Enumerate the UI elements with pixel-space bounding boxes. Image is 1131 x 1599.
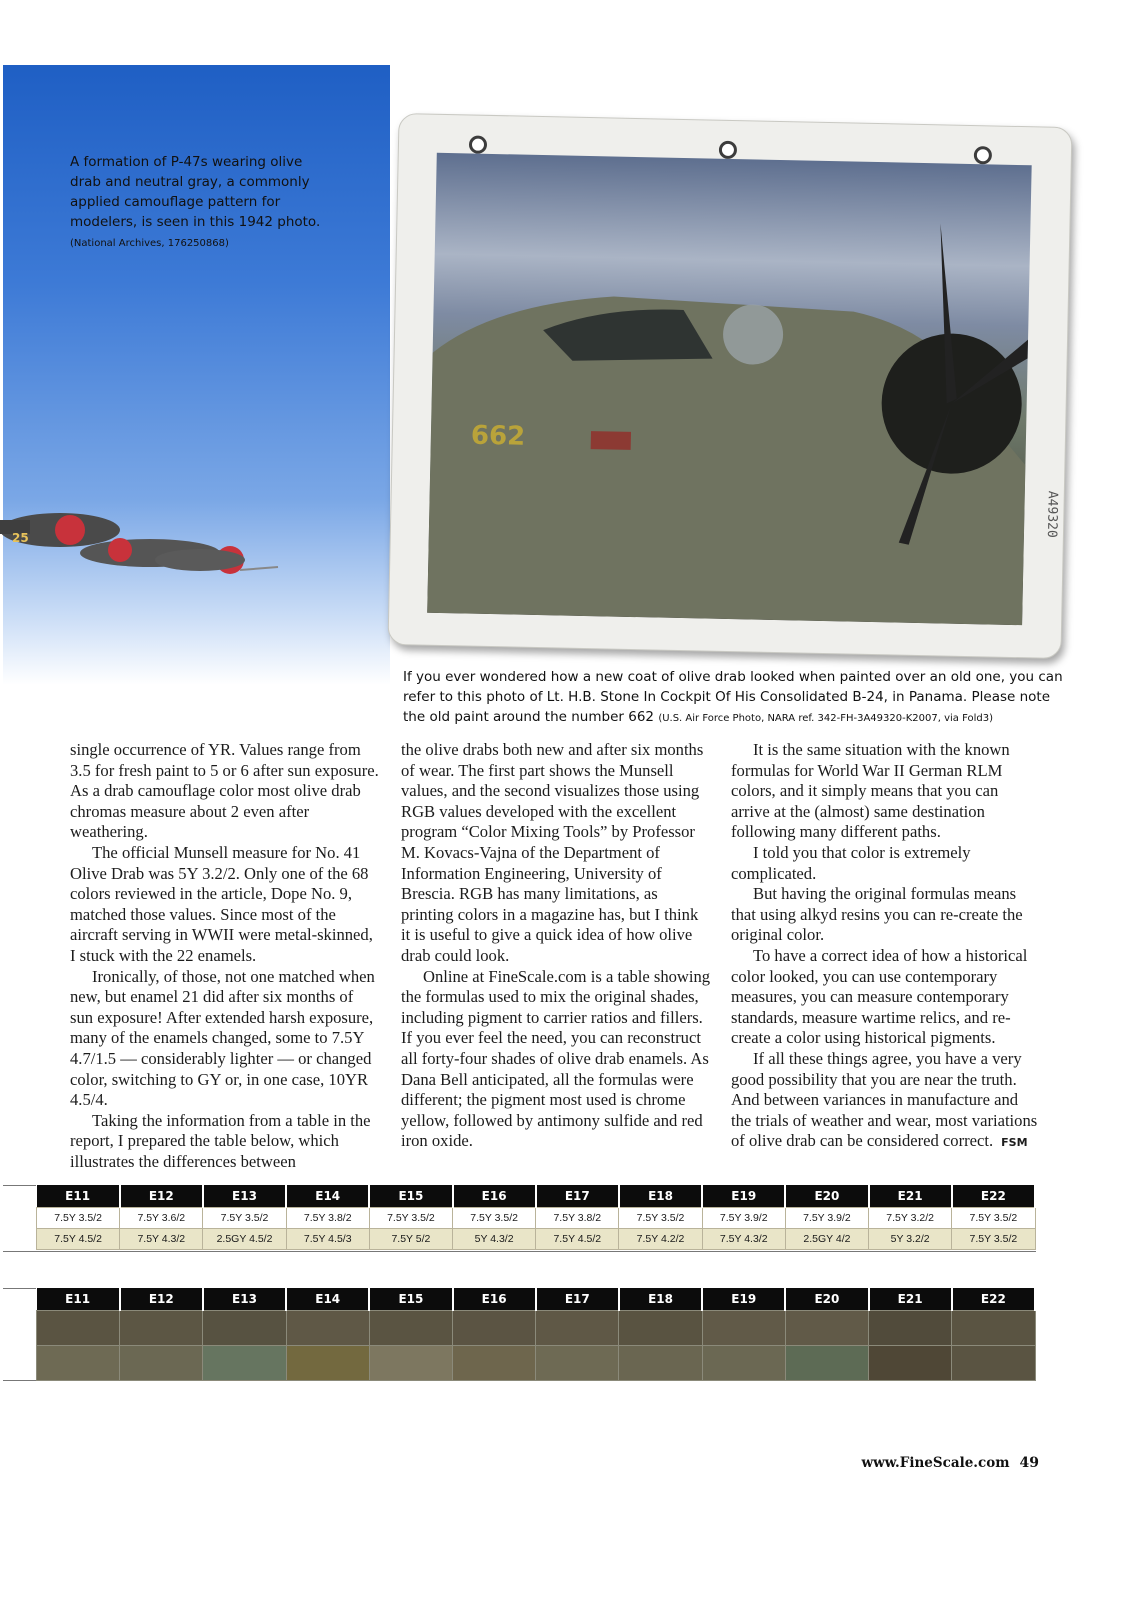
swatch-weathered-cell-12: [952, 1346, 1035, 1381]
swatch-new-cell-9: [702, 1311, 785, 1346]
swatch-new-cell-8: [619, 1311, 702, 1346]
munsell-new-cell-10: 7.5Y 3.9/2: [785, 1208, 868, 1229]
frame-hole: [469, 135, 487, 153]
swatch-new-cell-5: [369, 1311, 452, 1346]
b24-caption-credit: (U.S. Air Force Photo, NARA ref. 342-FH-3A49320-K2007, via Fold3): [658, 713, 993, 724]
munsell-weathered-cell-10: 2.5GY 4/2: [785, 1229, 868, 1250]
aircraft-number: 662: [470, 420, 526, 452]
swatch-header-row: [37, 1288, 1036, 1311]
swatch-header-cell-8: E18: [619, 1288, 702, 1311]
swatch-weathered-cell-5: [369, 1346, 452, 1381]
munsell-weathered-cell-2: 7.5Y 4.3/2: [120, 1229, 203, 1250]
swatch-weathered-cell-7: [536, 1346, 619, 1381]
swatch-new-cell-6: [453, 1311, 536, 1346]
swatch-header-cell-12: E22: [952, 1288, 1035, 1311]
munsell-weathered-cell-4: 7.5Y 4.5/3: [286, 1229, 369, 1250]
b24-photo-caption: [403, 667, 1063, 729]
munsell-weathered-cell-3: 2.5GY 4.5/2: [203, 1229, 286, 1250]
swatch-header-cell-5: E15: [369, 1288, 452, 1311]
swatch-new-cell-10: [785, 1311, 868, 1346]
handwritten-reference: A49320: [1043, 490, 1060, 538]
munsell-weathered-cell-9: 7.5Y 4.3/2: [702, 1229, 785, 1250]
p47-caption-text: A formation of P-47s wearing olive drab and neutral gray, a commonly applied camouflage pattern for modelers, is seen in this 1942 photo.: [70, 154, 321, 230]
munsell-new-cell-8: 7.5Y 3.5/2: [619, 1208, 702, 1229]
frame-hole: [974, 146, 992, 164]
munsell-weathered-cell-1: 7.5Y 4.5/2: [37, 1229, 120, 1250]
swatch-header-cell-1: E11: [37, 1288, 120, 1311]
munsell-header-cell-4: E14: [286, 1185, 369, 1208]
munsell-weathered-cell-11: 5Y 3.2/2: [869, 1229, 952, 1250]
swatch-weathered-cell-9: [702, 1346, 785, 1381]
swatch-new-cell-11: [869, 1311, 952, 1346]
munsell-new-cell-2: 7.5Y 3.6/2: [120, 1208, 203, 1229]
swatch-weathered-cell-11: [869, 1346, 952, 1381]
swatch-weathered-cell-3: [203, 1346, 286, 1381]
p47-caption-credit: (National Archives, 176250868): [70, 238, 229, 249]
munsell-new-cell-7: 7.5Y 3.8/2: [536, 1208, 619, 1229]
article-column-2: [401, 740, 711, 1152]
footer-website: www.FineScale.com: [861, 1455, 1010, 1471]
page-number: 49: [1019, 1455, 1039, 1471]
munsell-weathered-cell-7: 7.5Y 4.5/2: [536, 1229, 619, 1250]
munsell-header-cell-6: E16: [453, 1185, 536, 1208]
p47-aircraft-illustration: [0, 490, 290, 600]
munsell-header-cell-12: E22: [952, 1185, 1035, 1208]
swatch-new-cell-1: [37, 1311, 120, 1346]
page-footer: [862, 1455, 1039, 1471]
munsell-new-cell-1: 7.5Y 3.5/2: [37, 1208, 120, 1229]
paragraph: But having the original formulas means that using alkyd resins you can re-create the original color.: [731, 884, 1023, 945]
paragraph: I told you that color is extremely complicated.: [731, 842, 971, 883]
munsell-header-cell-7: E17: [536, 1185, 619, 1208]
swatch-header-cell-11: E21: [869, 1288, 952, 1311]
end-mark: FSM: [1001, 1136, 1028, 1150]
b24-aircraft-illustration: [427, 153, 1032, 625]
frame-hole: [719, 141, 737, 159]
swatch-new-row: [37, 1311, 1036, 1346]
swatch-new-cell-3: [203, 1311, 286, 1346]
munsell-new-cell-4: 7.5Y 3.8/2: [286, 1208, 369, 1229]
munsell-table: [36, 1185, 1036, 1250]
swatch-weathered-cell-10: [785, 1346, 868, 1381]
swatch-header-cell-10: E20: [785, 1288, 868, 1311]
article-column-1: [70, 740, 380, 1172]
swatch-weathered-cell-2: [120, 1346, 203, 1381]
munsell-new-cell-5: 7.5Y 3.5/2: [369, 1208, 452, 1229]
b24-photo: [427, 153, 1032, 625]
paragraph: If all these things agree, you have a very good possibility that you are near the truth. And between variances in manufacture and the trials of weather and wear, most variations of olive drab can be considered correct.: [731, 1048, 1038, 1151]
munsell-header-cell-10: E20: [785, 1185, 868, 1208]
munsell-header-cell-5: E15: [369, 1185, 452, 1208]
munsell-weathered-cell-6: 5Y 4.3/2: [453, 1229, 536, 1250]
munsell-header-cell-3: E13: [203, 1185, 286, 1208]
paragraph: The official Munsell measure for No. 41 Olive Drab was 5Y 3.2/2. Only one of the 68 colors reviewed in the article, Dope No. 9, matched those values. Since most of the aircraft serving in WWII were metal-skinned, I stuck with the 22 enamels.: [70, 842, 373, 965]
svg-text:25: 25: [12, 531, 29, 545]
paragraph: To have a correct idea of how a historical color looked, you can use contemporary measures, you can measure contemporary standards, measure wartime relics, and re-create a color using historical pigments.: [731, 945, 1028, 1048]
munsell-header-cell-9: E19: [702, 1185, 785, 1208]
munsell-new-cell-3: 7.5Y 3.5/2: [203, 1208, 286, 1229]
munsell-new-cell-12: 7.5Y 3.5/2: [952, 1208, 1035, 1229]
p47-photo-caption: [70, 152, 330, 254]
munsell-header-cell-2: E12: [120, 1185, 203, 1208]
swatch-new-cell-7: [536, 1311, 619, 1346]
paragraph: Taking the information from a table in the report, I prepared the table below, which illustrates the differences between: [70, 1110, 371, 1171]
article-column-3: [731, 740, 1041, 1154]
swatch-weathered-cell-1: [37, 1346, 120, 1381]
swatch-new-cell-2: [120, 1311, 203, 1346]
paragraph: It is the same situation with the known formulas for World War II German RLM colors, and it simply means that you can arrive at the (almost) same destination following many different paths.: [731, 740, 1010, 842]
munsell-new-cell-6: 7.5Y 3.5/2: [453, 1208, 536, 1229]
swatch-header-cell-3: E13: [203, 1288, 286, 1311]
paragraph: the olive drabs both new and after six months of wear. The first part shows the Munsell values, and the second visualizes those using RGB values developed with the excellent program “Color Mixing Tools” by Professor M. Kovacs-Vajna of the Department of Information Engineering, University of Brescia. RGB has many limitations, as printing colors in a magazine has, but I think it is useful to give a quick idea of how olive drab could look.: [401, 740, 704, 965]
table-rule: [3, 1288, 36, 1289]
swatch-header-cell-6: E16: [453, 1288, 536, 1311]
munsell-new-cell-9: 7.5Y 3.9/2: [702, 1208, 785, 1229]
swatch-weathered-row: [37, 1346, 1036, 1381]
paragraph: single occurrence of YR. Values range from 3.5 for fresh paint to 5 or 6 after sun exposure. As a drab camouflage color most olive drab chromas measure about 2 even after weathering.: [70, 740, 379, 842]
table-rule: [3, 1185, 36, 1186]
swatch-header-cell-4: E14: [286, 1288, 369, 1311]
b24-caption-text: If you ever wondered how a new coat of olive drab looked when painted over an old one, you can refer to this photo of Lt. H.B. Stone In Cockpit Of His Consolidated B-24, in Panama. Please note the old paint around the number 662: [403, 669, 1063, 725]
munsell-weathered-cell-8: 7.5Y 4.2/2: [619, 1229, 702, 1250]
munsell-weathered-cell-12: 7.5Y 3.5/2: [952, 1229, 1035, 1250]
b24-photo-frame: [388, 113, 1073, 659]
swatch-weathered-cell-8: [619, 1346, 702, 1381]
paragraph: Online at FineScale.com is a table showing the formulas used to mix the original shades, including pigment to carrier ratios and fillers. If you ever feel the need, you can reconstruct all forty-four shades of olive drab enamels. As Dana Bell anticipated, all the formulas were different; the pigment most used is chrome yellow, followed by antimony sulfide and red iron oxide.: [401, 966, 711, 1151]
munsell-weathered-row: [37, 1229, 1036, 1250]
munsell-new-cell-11: 7.5Y 3.2/2: [869, 1208, 952, 1229]
swatch-header-cell-7: E17: [536, 1288, 619, 1311]
munsell-new-row: [37, 1208, 1036, 1229]
table-rule: [3, 1251, 1036, 1252]
swatch-weathered-cell-6: [453, 1346, 536, 1381]
swatch-new-cell-12: [952, 1311, 1035, 1346]
swatch-table: [36, 1288, 1036, 1381]
swatch-header-cell-9: E19: [702, 1288, 785, 1311]
swatch-header-cell-2: E12: [120, 1288, 203, 1311]
swatch-weathered-cell-4: [286, 1346, 369, 1381]
swatch-new-cell-4: [286, 1311, 369, 1346]
munsell-header-row: [37, 1185, 1036, 1208]
munsell-header-cell-8: E18: [619, 1185, 702, 1208]
munsell-header-cell-11: E21: [869, 1185, 952, 1208]
munsell-header-cell-1: E11: [37, 1185, 120, 1208]
paragraph: Ironically, of those, not one matched when new, but enamel 21 did after six months of sun exposure! After extended harsh exposure, many of the enamels changed, some to 7.5Y 4.7/1.5 — considerably lighter — or changed color, switching to GY or, in one case, 10YR 4.5/4.: [70, 966, 375, 1110]
munsell-weathered-cell-5: 7.5Y 5/2: [369, 1229, 452, 1250]
